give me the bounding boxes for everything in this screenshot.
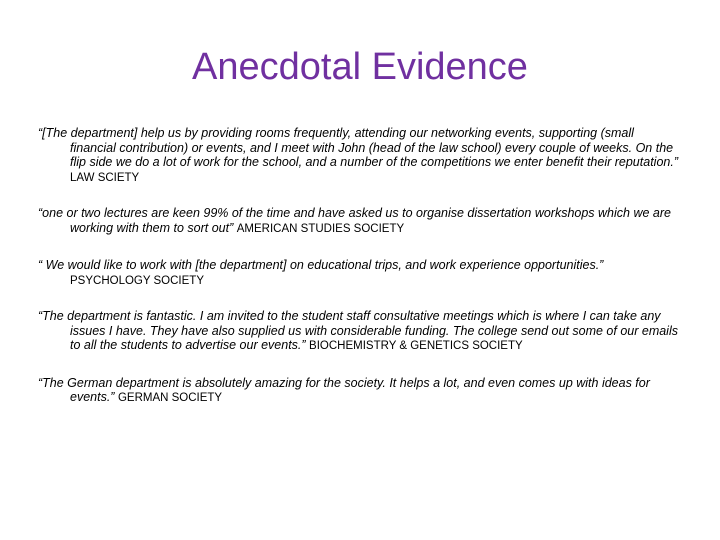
quote-german-society — [38, 376, 682, 406]
quote-text: “one or two lectures are keen 99% of the time and have asked us to organise dissertation workshops which we are working with them to sort out” — [38, 206, 671, 235]
quote-source: PSYCHOLOGY SOCIETY — [70, 274, 204, 287]
quote-source: GERMAN SOCIETY — [117, 392, 223, 404]
quote-text: “[The department] help us by providing rooms frequently, attending our networking events, supporting (small financial contribution) or events, and I meet with John (head of the law school) every couple of weeks. On the flip side we do a lot of work for the school, and a number of the competitions we enter benefit their reputation.” — [38, 126, 678, 169]
quote-psychology-society — [38, 258, 682, 288]
quote-source: LAW SCIETY — [70, 171, 140, 184]
quotes-body — [38, 126, 682, 426]
quote-source: BIOCHEMISTRY & GENETICS SOCIETY — [309, 340, 523, 352]
quote-text: “The German department is absolutely amazing for the society. It helps a lot, and even comes up with ideas for events.” — [38, 375, 650, 404]
quote-american-studies-society — [38, 206, 682, 236]
quote-law-society — [38, 126, 682, 185]
quote-source: AMERICAN STUDIES SOCIETY — [236, 222, 405, 235]
quote-text: “The department is fantastic. I am invited to the student staff consultative meetings which is where I can take any issues I have. They have also supplied us with considerable funding. The college send out some of our emails to all the students to advertise our events.” — [38, 309, 678, 352]
slide-title: Anecdotal Evidence — [192, 46, 528, 88]
quote-text: “ We would like to work with [the department] on educational trips, and work experience opportunities.” — [38, 258, 604, 272]
quote-biochemistry-genetics-society — [38, 309, 682, 354]
